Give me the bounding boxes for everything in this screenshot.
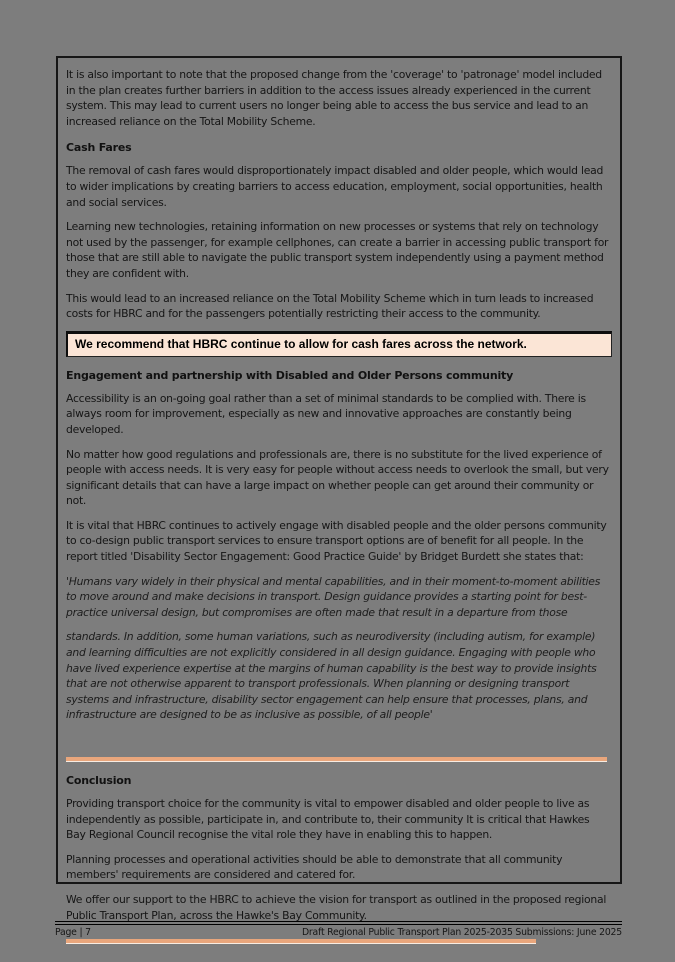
section-heading-conclusion: Conclusion	[66, 774, 132, 787]
footer-page-number: Page | 7	[55, 927, 91, 938]
paragraph-cash-fares-1: The removal of cash fares would disproportionately impact disabled and older people, which would lead to wider implications by creating barriers to access education, employment, social opportunities, health and social services.	[66, 164, 604, 209]
section-divider-rule	[66, 757, 607, 762]
paragraph-cash-fares-2: Learning new technologies, retaining information on new processes or systems that rely on technology not used by the passenger, for example cellphones, can create a barrier in accessing public transport for those that are still able to navigate the public transport system independently using a payment method they are confident with.	[66, 220, 609, 280]
blockquote-burdett-2: standards. In addition, some human variations, such as neurodiversity (including autism, for example) and learning difficulties are not explicitly considered in all design guidance. Engaging with people who have lived experience expertise at the margins of human capability is the best way to provide insights that are not otherwise apparent to transport professionals. When planning or designing transport systems and infrastructure, disability sector engagement can help ensure that processes, plans, and infrastructure are designed to be as inclusive as possible, of all people'	[66, 630, 597, 722]
paragraph-intro: It is also important to note that the proposed change from the 'coverage' to 'patronage' model included in the plan creates further barriers in addition to the access issues already experienced in the current system. This may lead to current users no longer being able to access the bus service and lead to an increased reliance on the Total Mobility Scheme.	[66, 68, 602, 128]
paragraph-conclusion-2: Planning processes and operational activities should be able to demonstrate that all community members' requirements are considered and catered for.	[66, 852, 563, 882]
paragraph-engagement-1: Accessibility is an on-going goal rather than a set of minimal standards to be complied with. There is always room for improvement, especially as new and innovative approaches are constantly being developed.	[66, 391, 586, 436]
section-heading-engagement: Engagement and partnership with Disabled and Older Persons community	[66, 368, 514, 382]
page-footer	[55, 927, 622, 938]
paragraph-conclusion-1: Providing transport choice for the community is vital to empower disabled and older people to live as independently as possible, participate in, and contribute to, their community It is critical that Hawkes Bay Regional Council recognise the vital role they have in enabling this to happen.	[66, 797, 590, 842]
document-body-frame	[56, 56, 622, 922]
footer-document-title: Draft Regional Public Transport Plan 2025-2035 Submissions: June 2025	[301, 927, 622, 938]
paragraph-conclusion-3: We offer our support to the HBRC to achieve the vision for transport as outlined in the proposed regional Public Transport Plan, across the Hawke's Bay Community.	[66, 892, 607, 922]
footer-double-rule	[55, 921, 622, 925]
section-heading-cash-fares: Cash Fares	[66, 141, 132, 155]
paragraph-engagement-2: No matter how good regulations and professionals are, there is no substitute for the lived experience of people with access needs. It is very easy for people without access needs to overlook the small, but very significant details that can have a large impact on whether people can get around their community or not.	[66, 447, 609, 508]
blockquote-burdett-1: 'Humans vary widely in their physical and mental capabilities, and in their moment-to-moment abilities to move around and make decisions in transport. Design guidance provides a starting point for best-practice universal design, but compromises are often made that result in a departure from those	[66, 574, 601, 619]
end-divider-rule	[66, 939, 536, 944]
recommendation-callout: We recommend that HBRC continue to allow for cash fares across the network.	[66, 331, 612, 357]
paragraph-engagement-3: It is vital that HBRC continues to actively engage with disabled people and the older persons community to co-design public transport services to ensure transport options are of benefit for all people. In the report titled 'Disability Sector Engagement: Good Practice Guide' by Bridget Burdett she states that:	[66, 518, 607, 564]
paragraph-cash-fares-3: This would lead to an increased reliance on the Total Mobility Scheme which in turn leads to increased costs for HBRC and for the passengers potentially restricting their access to the community.	[66, 291, 594, 321]
